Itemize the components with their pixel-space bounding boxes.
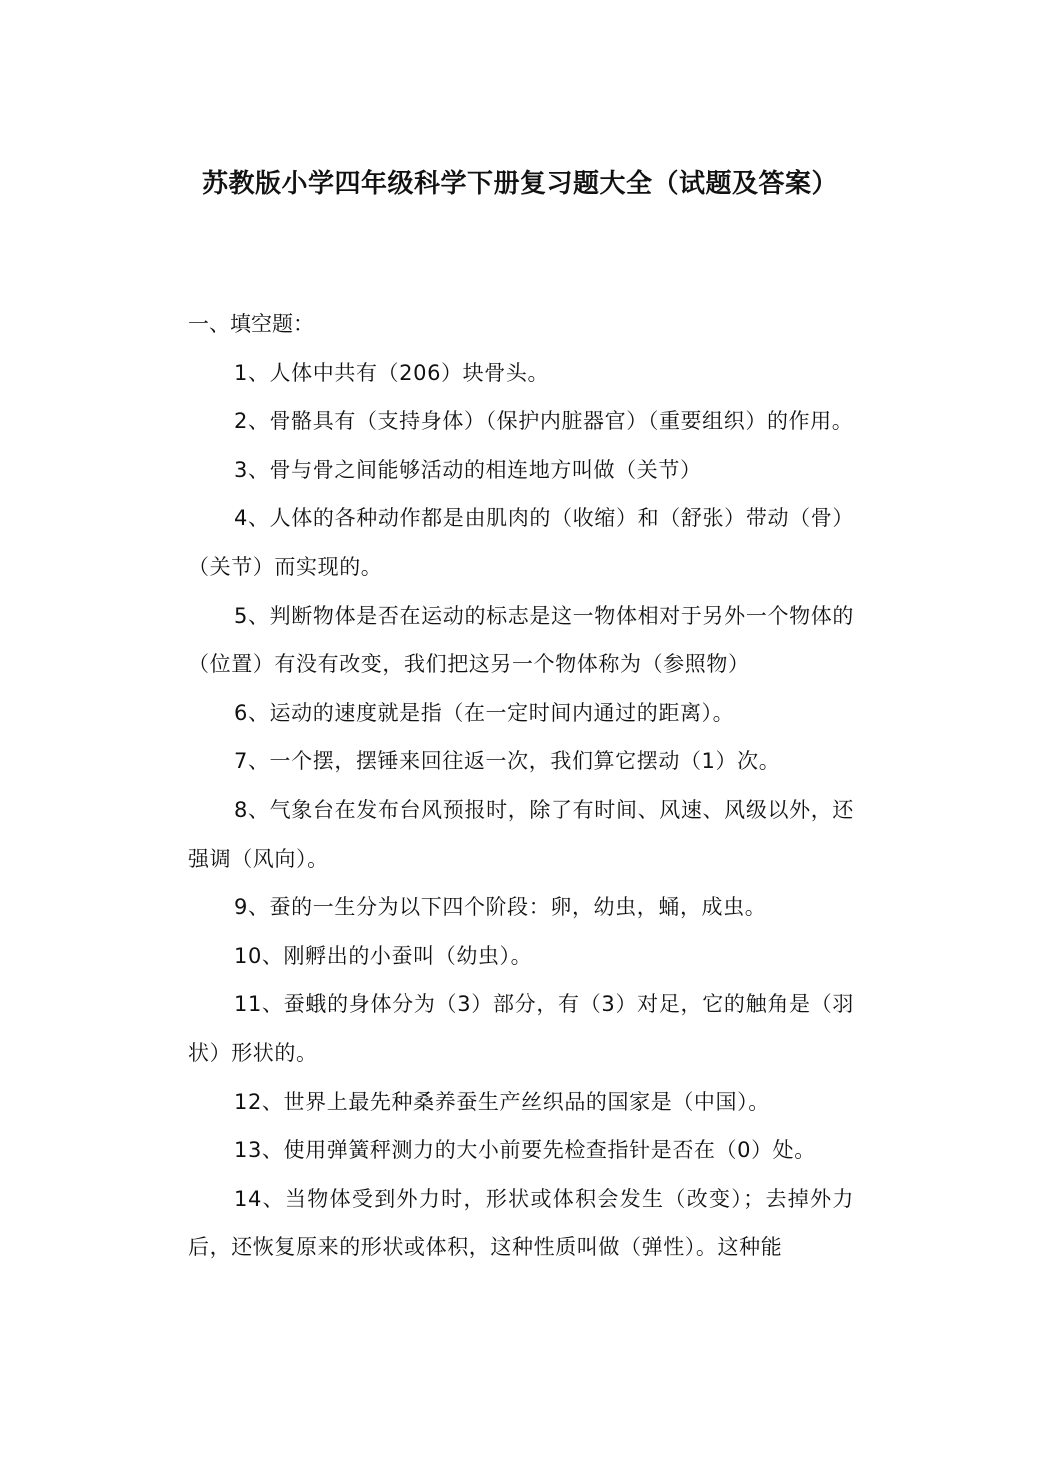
document-body xyxy=(188,300,854,1272)
question-item-13: 13、使用弹簧秤测力的大小前要先检查指针是否在（0）处。 xyxy=(234,1138,816,1163)
question-item-14: 14、当物体受到外力时，形状或体积会发生（改变）；去掉外力后，还恢复原来的形状或体积，这种性质叫做（弹性）。这种能 xyxy=(188,1186,854,1260)
question-item-9: 9、蚕的一生分为以下四个阶段：卵，幼虫，蛹，成虫。 xyxy=(234,895,767,920)
question-item-7: 7、一个摆，摆锤来回往返一次，我们算它摆动（1）次。 xyxy=(234,749,781,774)
question-item-11: 11、蚕蛾的身体分为（3）部分，有（3）对足，它的触角是（羽状）形状的。 xyxy=(188,992,854,1065)
document-title: 苏教版小学四年级科学下册复习题大全（试题及答案） xyxy=(201,169,838,199)
question-item-4: 4、人体的各种动作都是由肌肉的（收缩）和（舒张）带动（骨）（关节）而实现的。 xyxy=(188,506,854,579)
question-item-2: 2、骨骼具有（支持身体）（保护内脏器官）（重要组织）的作用。 xyxy=(234,409,854,434)
section-heading: 一、填空题： xyxy=(188,312,314,336)
question-item-10: 10、刚孵出的小蚕叫（幼虫）。 xyxy=(234,943,533,968)
question-item-3: 3、骨与骨之间能够活动的相连地方叫做（关节） xyxy=(234,457,702,482)
question-item-5: 5、判断物体是否在运动的标志是这一物体相对于另外一个物体的（位置）有没有改变，我们把这另一个物体称为（参照物） xyxy=(188,603,854,677)
question-item-8: 8、气象台在发布台风预报时，除了有时间、风速、风级以外，还强调（风向）。 xyxy=(188,797,854,871)
question-item-6: 6、运动的速度就是指（在一定时间内通过的距离）。 xyxy=(234,700,735,725)
question-item-1: 1、人体中共有（206）块骨头。 xyxy=(234,360,550,385)
question-item-12: 12、世界上最先种桑养蚕生产丝织品的国家是（中国）。 xyxy=(234,1089,770,1114)
